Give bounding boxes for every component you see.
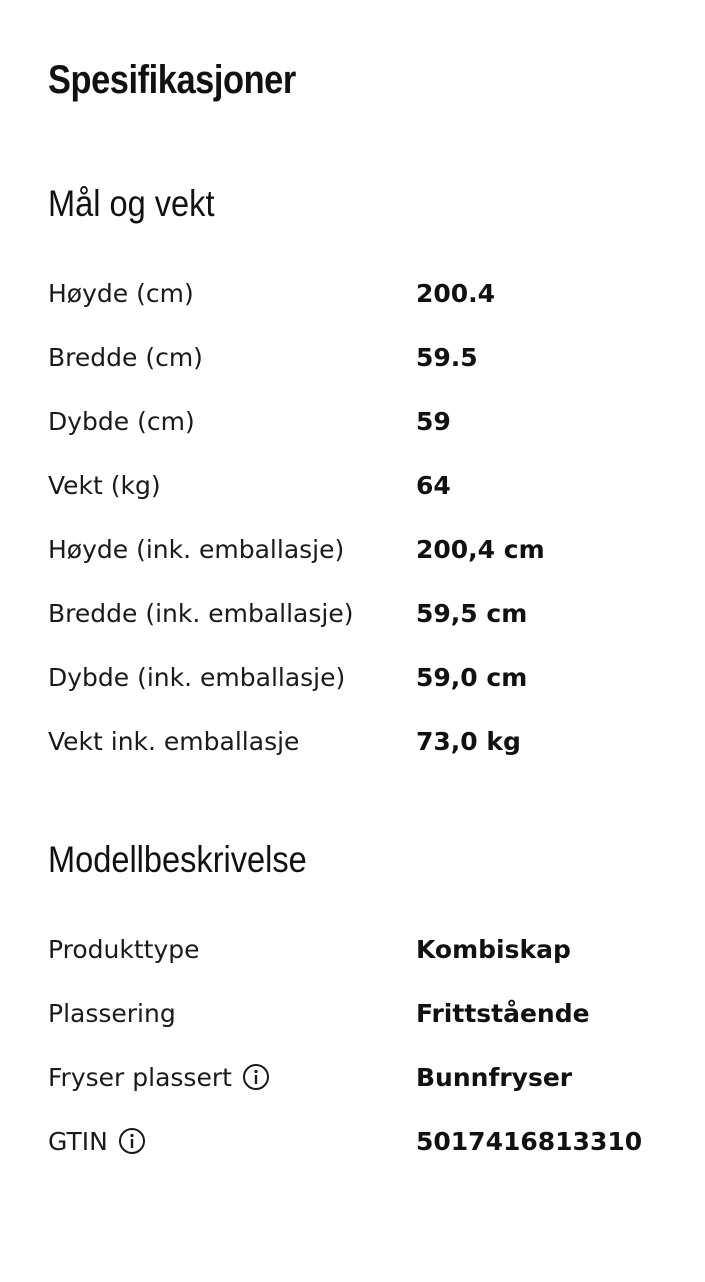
info-icon[interactable] xyxy=(242,1063,270,1091)
info-icon[interactable] xyxy=(118,1127,146,1155)
spec-value: 59,5 cm xyxy=(416,598,528,628)
spec-row-depth xyxy=(48,401,688,441)
spec-label: Dybde (cm) xyxy=(48,406,195,436)
spec-label: Vekt (kg) xyxy=(48,470,161,500)
spec-row-gtin xyxy=(48,1121,688,1161)
spec-label-with-icon xyxy=(48,1127,416,1156)
spec-row-depth-packaged xyxy=(48,657,688,697)
spec-row-width-packaged xyxy=(48,593,688,633)
spec-value: 200,4 cm xyxy=(416,534,545,564)
spec-label-text: Fryser plassert xyxy=(48,1062,232,1092)
spec-label: Produkttype xyxy=(48,934,200,964)
spec-value: 5017416813310 xyxy=(416,1126,643,1156)
page-title: Spesifikasjoner xyxy=(48,58,296,102)
spec-row-width xyxy=(48,337,688,377)
spec-label: Høyde (cm) xyxy=(48,278,194,308)
spec-label-with-icon xyxy=(48,1063,416,1092)
spec-label: Bredde (cm) xyxy=(48,342,203,372)
spec-value: Kombiskap xyxy=(416,934,571,964)
spec-value: 73,0 kg xyxy=(416,726,521,756)
spec-label: Plassering xyxy=(48,998,176,1028)
spec-value: 64 xyxy=(416,470,451,500)
spec-row-weight-packaged xyxy=(48,721,688,761)
spec-row-height-packaged xyxy=(48,529,688,569)
spec-value: 200.4 xyxy=(416,278,496,308)
spec-label: Høyde (ink. emballasje) xyxy=(48,534,345,564)
spec-row-freezer-position xyxy=(48,1057,688,1097)
spec-row-product-type xyxy=(48,929,688,969)
spec-value: Bunnfryser xyxy=(416,1062,573,1092)
section-title-dimensions: Mål og vekt xyxy=(48,183,215,224)
spec-label: Dybde (ink. emballasje) xyxy=(48,662,346,692)
spec-row-weight xyxy=(48,465,688,505)
spec-value: Frittstående xyxy=(416,998,590,1028)
spec-value: 59 xyxy=(416,406,451,436)
section-title-model: Modellbeskrivelse xyxy=(48,839,307,880)
spec-row-height xyxy=(48,273,688,313)
spec-value: 59,0 cm xyxy=(416,662,528,692)
spec-value: 59.5 xyxy=(416,342,478,372)
spec-label: Vekt ink. emballasje xyxy=(48,726,300,756)
spec-label: Bredde (ink. emballasje) xyxy=(48,598,354,628)
spec-label-text: GTIN xyxy=(48,1126,108,1156)
spec-row-placement xyxy=(48,993,688,1033)
